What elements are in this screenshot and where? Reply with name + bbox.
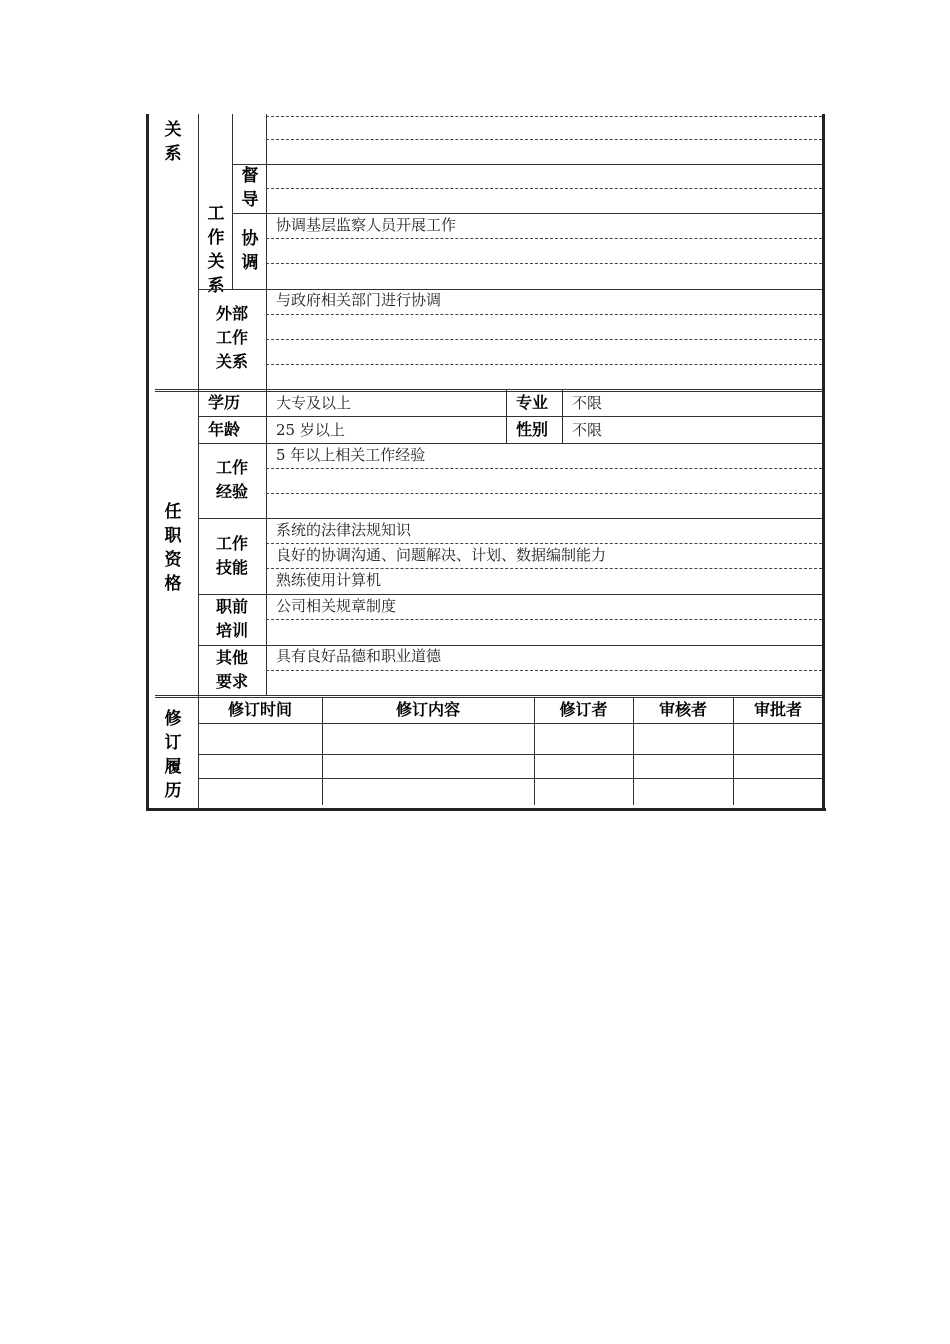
dashed-line (266, 619, 822, 620)
training-label: 职前培训 (215, 597, 248, 640)
revision-header-reviewer: 审核者 (658, 700, 707, 719)
major-value: 不限 (572, 394, 603, 412)
dashed-line (266, 238, 822, 239)
dashed-line (266, 188, 822, 189)
table-row-line (198, 778, 822, 779)
outer-bottom-border (146, 808, 826, 811)
section-label-revision-history: 修订履历 (164, 709, 182, 801)
education-label: 学历 (207, 393, 240, 412)
work-relations-label: 工作关系 (207, 204, 225, 296)
experience-value: 5 年以上相关工作经验 (276, 446, 426, 464)
revision-header-approver: 审批者 (753, 700, 802, 719)
row-line (232, 164, 822, 165)
external-relations-text: 与政府相关部门进行协调 (276, 291, 442, 309)
age-label: 年龄 (207, 420, 240, 439)
dashed-line (266, 364, 822, 365)
supervise-label: 督导 (241, 166, 259, 210)
col-line (506, 390, 507, 444)
dashed-line (266, 543, 822, 544)
dashed-line (266, 314, 822, 315)
table-row-line (198, 754, 822, 755)
external-relations-label: 外部工作关系 (215, 304, 248, 371)
revision-header-reviser: 修订者 (559, 700, 608, 719)
skill-item: 系统的法律法规知识 (276, 521, 412, 539)
row-line (198, 594, 822, 595)
row-line (198, 518, 822, 519)
revision-header-time: 修订时间 (227, 700, 292, 719)
other-requirements-label: 其他要求 (215, 648, 248, 691)
experience-label: 工作经验 (215, 458, 248, 501)
other-requirements-value: 具有良好品德和职业道德 (276, 647, 442, 665)
row-line (232, 213, 822, 214)
age-value: 25 岁以上 (276, 421, 345, 439)
row-line (198, 416, 822, 417)
dashed-line (266, 468, 822, 469)
skill-item: 熟练使用计算机 (276, 571, 382, 589)
col-line (562, 390, 563, 444)
coordinate-label: 协调 (241, 229, 259, 273)
section-label-relations: 关系 (164, 120, 182, 164)
outer-left-border (146, 114, 149, 810)
table-row-line (198, 723, 822, 724)
skills-label: 工作技能 (215, 534, 248, 577)
dashed-line (266, 116, 822, 117)
dashed-line (266, 670, 822, 671)
skill-item: 良好的协调沟通、问题解决、计划、数据编制能力 (276, 546, 607, 564)
row-line (198, 443, 822, 444)
relations-content-divider (266, 114, 267, 390)
gender-label: 性别 (515, 420, 548, 439)
dashed-line (266, 339, 822, 340)
section-label-qualifications: 任职资格 (164, 502, 182, 594)
dashed-line (266, 568, 822, 569)
training-value: 公司相关规章制度 (276, 597, 397, 615)
gender-value: 不限 (572, 421, 603, 439)
education-value: 大专及以上 (276, 394, 352, 412)
dashed-line (266, 263, 822, 264)
revision-header-content: 修订内容 (395, 700, 460, 719)
major-label: 专业 (515, 393, 548, 412)
dashed-line (266, 493, 822, 494)
dashed-line (266, 139, 822, 140)
section-separator-1 (155, 389, 822, 392)
work-relations-divider (232, 114, 233, 290)
coordinate-text: 协调基层监察人员开展工作 (276, 216, 457, 234)
